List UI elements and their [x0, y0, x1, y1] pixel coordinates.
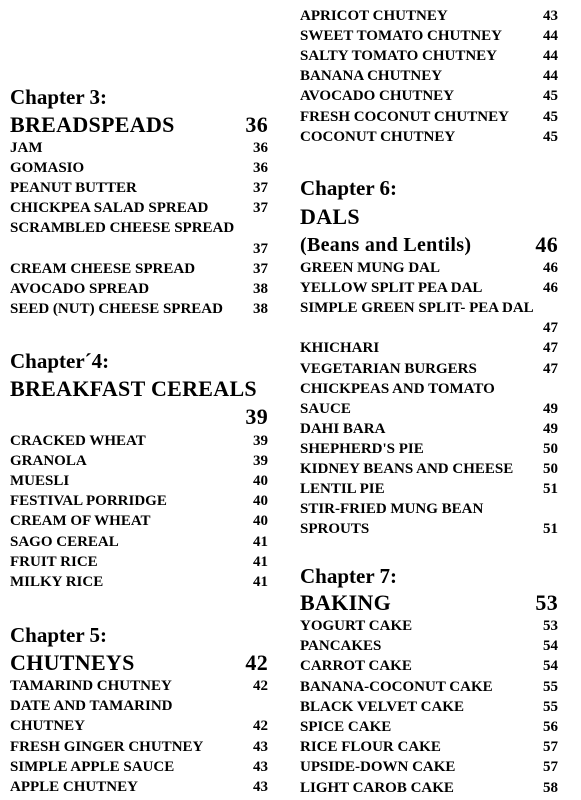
toc-entry-title: YELLOW SPLIT PEA DAL	[300, 280, 483, 297]
toc-entry-page: 40	[253, 513, 268, 530]
toc-entry-title: CREAM OF WHEAT	[10, 513, 151, 530]
toc-entry	[300, 6, 558, 26]
toc-entry-title: GOMASIO	[10, 160, 85, 177]
toc-entry	[10, 777, 268, 797]
toc-entry	[10, 259, 268, 279]
toc-entry-page: 51	[543, 521, 558, 538]
chapter-3-label: Chapter 3:	[10, 85, 108, 109]
toc-entry-title: LIGHT CAROB CAKE	[300, 779, 454, 796]
toc-entry-title: BLACK VELVET CAKE	[300, 698, 464, 715]
toc-entry-title: BANANA CHUTNEY	[300, 68, 443, 85]
toc-entry-page: 49	[543, 420, 558, 437]
toc-entry-title: SAUCE	[300, 400, 351, 417]
toc-entry-page: 36	[253, 160, 268, 177]
toc-entry-page: 44	[543, 48, 558, 65]
toc-entry-page: 58	[543, 779, 558, 796]
toc-entry-page: 53	[543, 618, 558, 634]
toc-entry-page: 55	[543, 678, 558, 695]
toc-entry-page: 40	[253, 493, 268, 510]
toc-entry	[300, 479, 558, 499]
toc-entry	[10, 716, 268, 736]
toc-entry-title: YOGURT CAKE	[300, 618, 413, 634]
toc-entry	[10, 572, 268, 592]
toc-entry-page: 42	[253, 678, 268, 694]
toc-entry-page: 39	[253, 433, 268, 449]
toc-entry-page: 37	[253, 200, 268, 217]
toc-entry	[300, 616, 558, 636]
toc-entry-page: 42	[253, 718, 268, 735]
toc-entry-page: 46	[543, 260, 558, 276]
toc-entry-title: SIMPLE APPLE SAUCE	[10, 758, 175, 775]
toc-entry-title: SPICE CAKE	[300, 719, 392, 735]
toc-entry	[300, 298, 558, 318]
chapter-7-label: Chapter 7:	[300, 564, 398, 588]
toc-entry-title: JAM	[10, 140, 43, 156]
toc-entry-title: FESTIVAL PORRIDGE	[10, 493, 167, 510]
chapter-3-title: BREADSPEADS 36	[10, 112, 268, 137]
toc-entry	[300, 338, 558, 358]
toc-entry-page: 46	[543, 280, 558, 297]
toc-entry-page: 44	[543, 68, 558, 85]
toc-entry-page: 57	[543, 759, 558, 776]
toc-entry-page: 47	[543, 340, 558, 357]
toc-entry-page: 54	[543, 638, 558, 655]
toc-entry	[10, 552, 268, 572]
toc-entry	[300, 737, 558, 757]
toc-entry	[10, 178, 268, 198]
toc-entry	[10, 451, 268, 471]
toc-entry-page: 44	[543, 28, 558, 45]
toc-entry	[10, 138, 268, 158]
chapter-6-subtitle: (Beans and Lentils) 46	[300, 232, 558, 257]
chapter-5-title: CHUTNEYS 42	[10, 650, 268, 675]
toc-entry	[10, 737, 268, 757]
toc-entry	[10, 511, 268, 531]
toc-entry	[300, 66, 558, 86]
toc-entry-page: 40	[253, 473, 268, 490]
toc-entry-title: BANANA-COCONUT CAKE	[300, 678, 493, 695]
toc-entry	[10, 757, 268, 777]
toc-entry-page: 49	[543, 400, 558, 417]
toc-entry-title: SHEPHERD'S PIE	[300, 440, 424, 457]
toc-entry	[10, 299, 268, 319]
toc-entry-title: APRICOT CHUTNEY	[300, 8, 448, 24]
toc-entry-title: MILKY RICE	[10, 573, 104, 590]
toc-entry-page: 57	[543, 739, 558, 756]
toc-entry	[10, 532, 268, 552]
toc-entry	[300, 656, 558, 676]
toc-entry	[300, 519, 558, 539]
toc-entry-title: CHUTNEY	[10, 718, 86, 735]
toc-entry-page: 55	[543, 698, 558, 715]
toc-entry-title: SPROUTS	[300, 521, 370, 538]
toc-entry-page: 37	[253, 260, 268, 277]
toc-entry-title: KHICHARI	[300, 340, 380, 357]
toc-entry	[300, 258, 558, 278]
toc-entry-page: 50	[543, 440, 558, 457]
toc-entry-page: 39	[253, 453, 268, 470]
toc-entry-page: 45	[543, 128, 558, 145]
toc-entry-page: 56	[543, 719, 558, 735]
toc-entry	[300, 459, 558, 479]
toc-entry	[300, 717, 558, 737]
toc-entry	[10, 279, 268, 299]
toc-entry-title: CRACKED WHEAT	[10, 433, 146, 449]
toc-entry	[10, 676, 268, 696]
toc-entry-title: CHICKPEA SALAD SPREAD	[10, 200, 209, 217]
toc-entry-title: SCRAMBLED CHEESE SPREAD	[10, 220, 235, 237]
toc-entry-title: RICE FLOUR CAKE	[300, 739, 441, 756]
toc-entry-title: CARROT CAKE	[300, 658, 412, 675]
toc-entry	[300, 757, 558, 777]
toc-entry-page: 43	[253, 779, 268, 795]
toc-entry-title: CREAM CHEESE SPREAD	[10, 260, 196, 277]
chapter-4-label: Chapter´4:	[10, 349, 110, 373]
toc-entry-title: SIMPLE GREEN SPLIT- PEA DAL	[300, 300, 534, 317]
toc-entry	[300, 379, 558, 399]
toc-entry-title: AVOCADO SPREAD	[10, 280, 150, 297]
toc-entry-title: PEANUT BUTTER	[10, 180, 137, 197]
toc-entry-title: CHICKPEAS AND TOMATO	[300, 380, 495, 397]
toc-entry-title: LENTIL PIE	[300, 481, 385, 498]
toc-entry-page: 38	[253, 300, 268, 317]
toc-entry	[300, 439, 558, 459]
toc-entry	[10, 239, 268, 259]
toc-entry-title: GREEN MUNG DAL	[300, 260, 441, 276]
toc-entry-title: SAGO CEREAL	[10, 533, 119, 550]
toc-entry-title: APPLE CHUTNEY	[10, 779, 138, 795]
toc-entry-title: DAHI BARA	[300, 420, 386, 437]
toc-entry-page: 37	[253, 180, 268, 197]
toc-entry-page: 47	[543, 360, 558, 377]
toc-entry	[10, 158, 268, 178]
toc-entry-page: 37	[253, 240, 268, 257]
toc-entry	[300, 778, 558, 798]
toc-entry-page: 45	[543, 88, 558, 105]
toc-entry-page: 41	[253, 533, 268, 550]
toc-entry	[10, 491, 268, 511]
toc-entry	[300, 46, 558, 66]
toc-entry	[300, 399, 558, 419]
toc-entry	[300, 359, 558, 379]
toc-entry-title: AVOCADO CHUTNEY	[300, 88, 455, 105]
toc-entry-page: 41	[253, 573, 268, 590]
toc-entry	[10, 696, 268, 716]
toc-entry-title: KIDNEY BEANS AND CHEESE	[300, 461, 514, 477]
chapter-6-title: DALS	[300, 204, 360, 229]
toc-entry	[300, 697, 558, 717]
toc-entry-title: FRESH COCONUT CHUTNEY	[300, 108, 509, 125]
toc-entry-page: 50	[543, 461, 558, 477]
toc-entry	[300, 26, 558, 46]
toc-entry	[300, 636, 558, 656]
toc-entry-page: 54	[543, 658, 558, 675]
toc-entry-title: MUESLI	[10, 473, 70, 490]
toc-entry	[10, 471, 268, 491]
chapter-4-title: BREAKFAST CEREALS	[10, 376, 257, 401]
toc-entry-title: PANCAKES	[300, 638, 382, 655]
chapter-6-label: Chapter 6:	[300, 176, 398, 200]
chapter-4-page: 39	[245, 404, 268, 429]
chapter-5-label: Chapter 5:	[10, 623, 108, 647]
toc-entry-title: SALTY TOMATO CHUTNEY	[300, 48, 497, 65]
toc-entry-page: 36	[253, 140, 268, 156]
toc-entry	[300, 419, 558, 439]
toc-entry-title: SEED (NUT) CHEESE SPREAD	[10, 300, 223, 317]
chapter-7-title: BAKING 53	[300, 590, 558, 615]
toc-entry	[300, 127, 558, 147]
toc-entry	[300, 499, 558, 519]
toc-entry-page: 43	[253, 738, 268, 755]
toc-entry-title: DATE AND TAMARIND	[10, 698, 173, 715]
toc-entry-page: 43	[253, 758, 268, 775]
toc-entry-title: TAMARIND CHUTNEY	[10, 678, 172, 694]
toc-entry	[10, 198, 268, 218]
toc-entry	[300, 278, 558, 298]
toc-entry	[300, 677, 558, 697]
toc-entry-page: 41	[253, 553, 268, 570]
toc-entry-title: UPSIDE-DOWN CAKE	[300, 759, 456, 776]
toc-entry-page: 45	[543, 108, 558, 125]
toc-entry-title: FRESH GINGER CHUTNEY	[10, 738, 204, 755]
toc-entry	[10, 218, 268, 238]
toc-entry-page: 51	[543, 481, 558, 498]
toc-entry	[300, 86, 558, 106]
toc-entry-title: SWEET TOMATO CHUTNEY	[300, 28, 503, 45]
toc-entry-page: 47	[543, 320, 558, 337]
toc-entry	[10, 431, 268, 451]
toc-entry-title: FRUIT RICE	[10, 553, 98, 570]
toc-entry-title: GRANOLA	[10, 453, 87, 470]
toc-entry-page: 38	[253, 280, 268, 297]
toc-entry	[300, 107, 558, 127]
toc-entry-title: COCONUT CHUTNEY	[300, 128, 456, 145]
toc-entry-title: VEGETARIAN BURGERS	[300, 360, 477, 377]
toc-entry-title: STIR-FRIED MUNG BEAN	[300, 501, 484, 518]
toc-entry	[300, 318, 558, 338]
toc-entry-page: 43	[543, 8, 558, 24]
